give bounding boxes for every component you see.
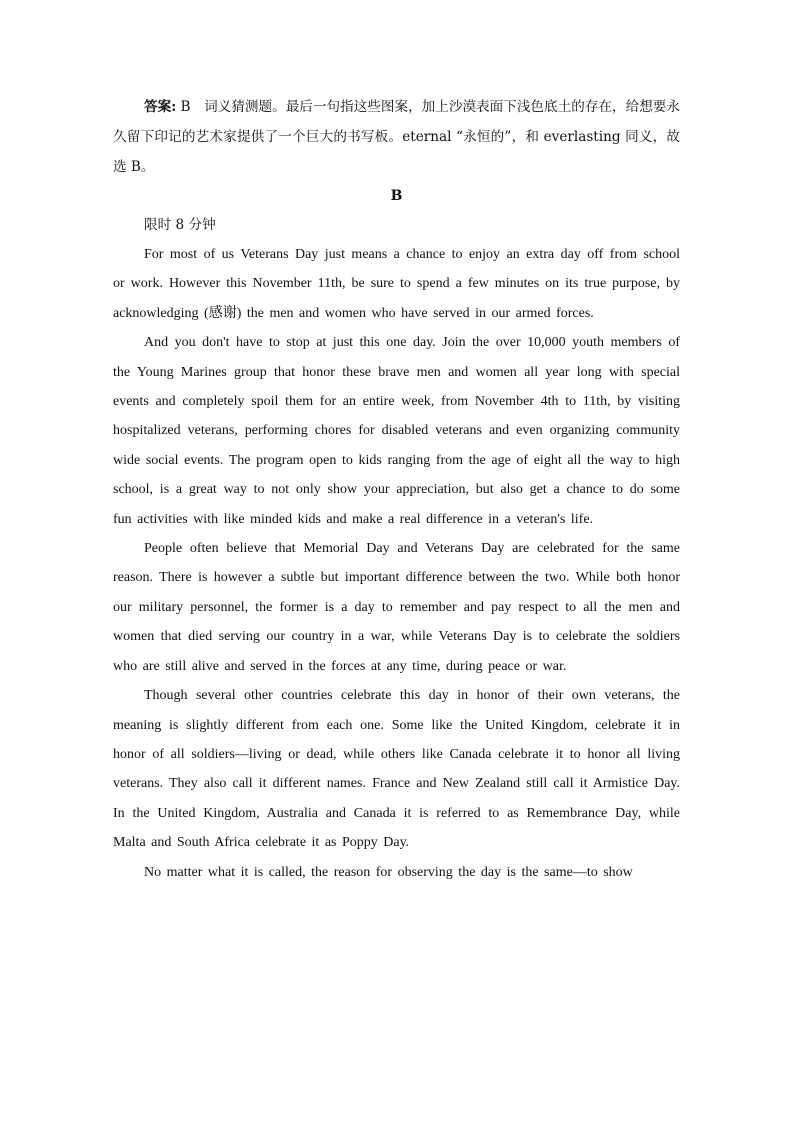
passage-paragraph-2: And you don't have to stop at just this one day. Join the over 10,000 youth members of the Young Marines group that honor these brave men and women all year long with special events and completely spoil them for an entire week, from November 4th to 11th, by visiting hospitalized veterans, performing chores for disabled veterans and even organizing community wide social events. The program open to kids ranging from the age of eight all the way to high school, is a great way to not only show your appreciation, but also get a chance to do some fun activities with like minded kids and make a real difference in a veteran's life.	[113, 335, 680, 527]
passage-paragraph-1: For most of us Veterans Day just means a chance to enjoy an extra day off from school or work. However this November 11th, be sure to spend a few minutes on its true purpose, by acknowledging (感谢) the men and women who have served in our armed forces.	[113, 247, 680, 321]
answer-text: B 词义猜测题。最后一句指这些图案，加上沙漠表面下浅色底土的存在，给想要永久留下印记的艺术家提供了一个巨大的书写板。eternal “永恒的”，和 everlasting 同义，故选 B。	[113, 99, 680, 175]
document-page	[113, 92, 680, 887]
time-limit: 限时 8 分钟	[144, 217, 216, 233]
passage-paragraph-3: People often believe that Memorial Day and Veterans Day are celebrated for the same reason. There is however a subtle but important difference between the two. While both honor our military personnel, the former is a day to remember and pay respect to all the men and women that died serving our country in a war, while Veterans Day is to celebrate the soldiers who are still alive and served in the forces at any time, during peace or war.	[113, 541, 680, 674]
passage-paragraph-5: No matter what it is called, the reason for observing the day is the same—to show	[144, 864, 633, 880]
answer-label: 答案:	[144, 99, 177, 115]
section-heading: B	[390, 188, 403, 204]
answer-explanation	[113, 92, 680, 182]
passage-paragraph-4: Though several other countries celebrate this day in honor of their own veterans, the meaning is slightly different from each one. Some like the United Kingdom, celebrate it in honor of all soldiers—living or dead, while others like Canada celebrate it to honor all living veterans. They also call it different names. France and New Zealand still call it Armistice Day. In the United Kingdom, Australia and Canada it is referred to as Remembrance Day, while Malta and South Africa celebrate it as Poppy Day.	[113, 688, 680, 851]
